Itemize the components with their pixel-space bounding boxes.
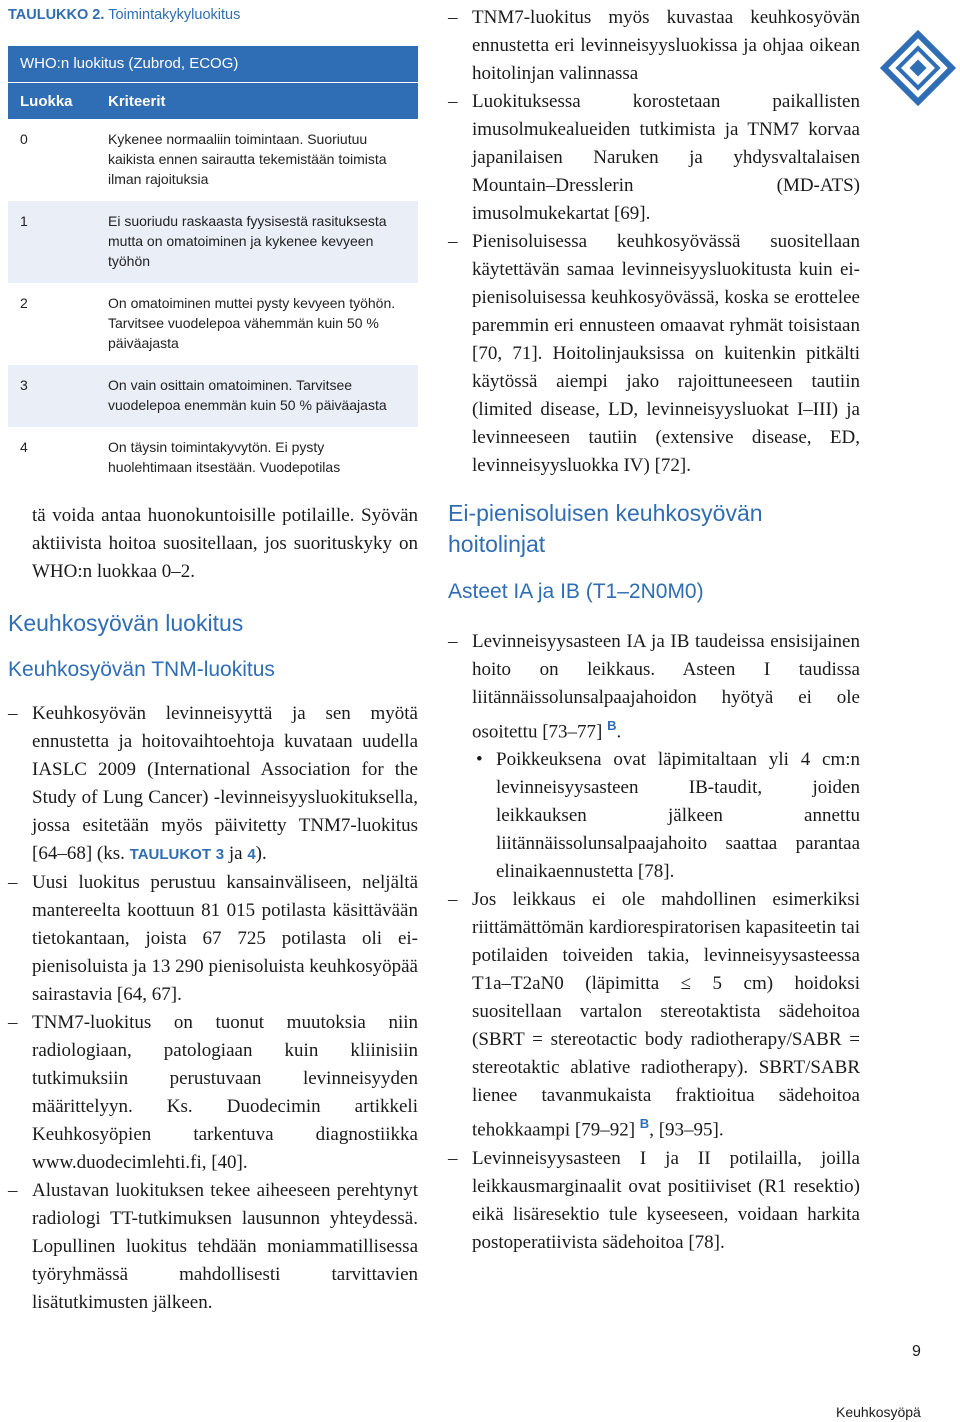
subheading-tnm: Keuhkosyövän TNM-luokitus [8,658,275,681]
table-cell-class: 4 [20,439,28,455]
table-caption [8,7,240,23]
list-item [448,628,860,886]
subheading-stages: Asteet IA ja IB (T1–2N0M0) [448,580,704,603]
list-item-end: ). [255,843,267,864]
list-item: – TNM7-luokitus on tuonut muutoksia niin radiologiaan, patologiaan kuin kliinisiin tutkimuksiin perustuvaan levinneisyyden määrittelyyn. Ks. Duodecimin artikkeli Keuhkosyöpien tarkentuva diagnostiikka www.duodecimlehti.fi, [40]. [8,1009,418,1177]
table-row [8,427,418,489]
list-item-text: Keuhkosyövän levinneisyyttä ja sen myötä ennustetta ja hoitovaihtoehtoja kuvataan uudella IASLC 2009 (International Association for the Study of Lung Cancer) -levinneisyysluokituksella, jossa esitetään myös päivitetty TNM7-luokitus [64–68] (ks. [32,703,418,864]
bullet-item: • Poikkeuksena ovat läpimitaltaan yli 4 cm:n levinneisyysasteen IB-taudit, joiden leikkauksen jälkeen annettu liitännäissolunsalpaajahoito saattaa parantaa elinaikaennustetta [78]. [472,746,860,886]
table-cell-class: 3 [20,377,28,393]
table-cell-criteria: Kykenee normaaliin toimintaan. Suoriutuu kaikista ennen sairautta tekemistään toimista ilman rajoituksia [108,131,387,187]
list-item-text: Jos leikkaus ei ole mahdollinen esimerkiksi riittämättömän kardiorespiratorisen kapasiteetin tai potilaiden toiveiden takia, levinneisyysasteessa T1a–T2aN0 (läpimitta ≤ 5 cm) hoidoksi suositellaan vartalon stereotaktista sädehoitoa (SBRT = stereotactic body radiotherapy/SABR = stereotaktic ablative radiotherapy). SBRT/SABR lienee tavanmukaista fraktioitua sädehoitoa tehokkaampi [79–92] [472,889,860,1141]
footer-title: Keuhkosyöpä [836,1404,921,1420]
list-item: – Levinneisyysasteen I ja II potilailla, joilla leikkausmarginaalit ovat positiiviset (R1 resektio) eikä lisäresektio tule kyseeseen, voidaan harkita postoperatiivista sädehoitoa [78]. [448,1145,860,1257]
intro-paragraph: tä voida antaa huonokuntoisille potilaille. Syövän aktiivista hoitoa suositellaan, jos suorituskyky on WHO:n luokkaa 0–2. [32,505,418,582]
list-item: – Alustavan luokituksen tekee aiheeseen perehtynyt radiologi TT-tutkimuksen lausunnon yhteydessä. Lopullinen luokitus tehdään moniammatillisessa työryhmässä mahdollisesti tarvittavien lisätutkimusten jälkeen. [8,1177,418,1317]
list-item: – TNM7-luokitus myös kuvastaa keuhkosyövän ennustetta eri levinneisyysluokissa ja ohjaa oikean hoitolinjan valinnassa [448,4,860,88]
page-number: 9 [912,1343,921,1360]
list-item: – Uusi luokitus perustuu kansainväliseen, neljältä mantereelta koottuun 81 015 potilasta käsittävään tietokantaan, joista 67 725 potilasta oli ei-pienisoluista ja 13 290 pienisoluista keuhkosyöpää sairastavia [64, 67]. [8,869,418,1009]
table-cell-class: 1 [20,213,28,229]
ja-text: ja [228,843,243,864]
treatment-list [448,628,860,1257]
table-cell-criteria: Ei suoriudu raskaasta fyysisestä rasituksesta mutta on omatoiminen ja kykenee kevyeen työhön [108,213,387,269]
tnm-list-continued [448,4,860,480]
table-row [8,119,418,201]
section-heading-treatment: Ei-pienisoluisen keuhkosyövän hoitolinjat [448,500,763,557]
section-heading-classification: Keuhkosyövän luokitus [8,610,244,636]
table-cell-criteria: On vain osittain omatoiminen. Tarvitsee vuodelepoa enemmän kuin 50 % päiväajasta [108,377,387,413]
table-cell-class: 2 [20,295,28,311]
table-row [8,283,418,365]
list-item: – Pienisoluisessa keuhkosyövässä suositellaan käytettävän samaa levinneisyysluokitusta kuin ei-pienisoluisessa keuhkosyövässä, koska se erottelee paremmin eri ennusteen omaavat ryhmät toisistaan [70, 71]. Hoitolinjauksissa on kuitenkin pitkälti käytössä aiempi jako rajoittuneeseen tautiin (limited disease, LD, levinneisyysluokat I–III) ja levinneeseen tautiin (extensive disease, ED, levinneisyysluokka IV) [72]. [448,228,860,480]
diamond-logo-icon [880,30,956,106]
table-cell-criteria: On täysin toimintakyvytön. Ei pysty huolehtimaan itsestään. Vuodepotilas [108,439,341,475]
evidence-grade: B [607,718,617,733]
table-ref-4[interactable]: 4 [247,846,256,863]
list-item-end: , [93–95]. [649,1119,724,1141]
table-header-criteria: Kriteerit [108,92,166,110]
table-header-class: Luokka [20,92,73,110]
list-item: – Luokituksessa korostetaan paikallisten imusolmukealueiden tutkimista ja TNM7 korvaa japanilaisen Naruken ja yhdysvaltalaisen Mountain–Dresslerin (MD-ATS) imusolmukekartat [69]. [448,88,860,228]
right-column [448,4,860,1257]
table-caption-text: Toimintakykyluokitus [108,7,241,23]
evidence-grade: B [639,1116,650,1132]
table-header-row [8,83,418,119]
table-caption-label: TAULUKKO 2. [8,7,105,23]
table-cell-class: 0 [20,131,28,147]
list-item [8,700,418,869]
list-item-end: . [616,721,622,743]
tnm-list [8,700,418,1317]
list-item-text: Levinneisyysasteen IA ja IB taudeissa ensisijainen hoito on leikkaus. Asteen I taudissa liitännäissolunsalpaajahoidon hyötyä ei ole osoitettu [73–77] [472,631,860,743]
who-classification-table [8,46,418,489]
sub-bullet-list [472,746,860,886]
table-cell-criteria: On omatoiminen muttei pysty kevyeen työhön. Tarvitsee vuodelepoa vähemmän kuin 50 % päiväajasta [108,295,396,351]
list-item [448,886,860,1144]
table-row [8,365,418,427]
table-ref-label[interactable]: TAULUKOT [129,846,212,863]
table-row [8,201,418,283]
table-title: WHO:n luokitus (Zubrod, ECOG) [8,46,418,83]
left-column [8,502,418,1317]
table-ref-3[interactable]: 3 [215,846,225,863]
